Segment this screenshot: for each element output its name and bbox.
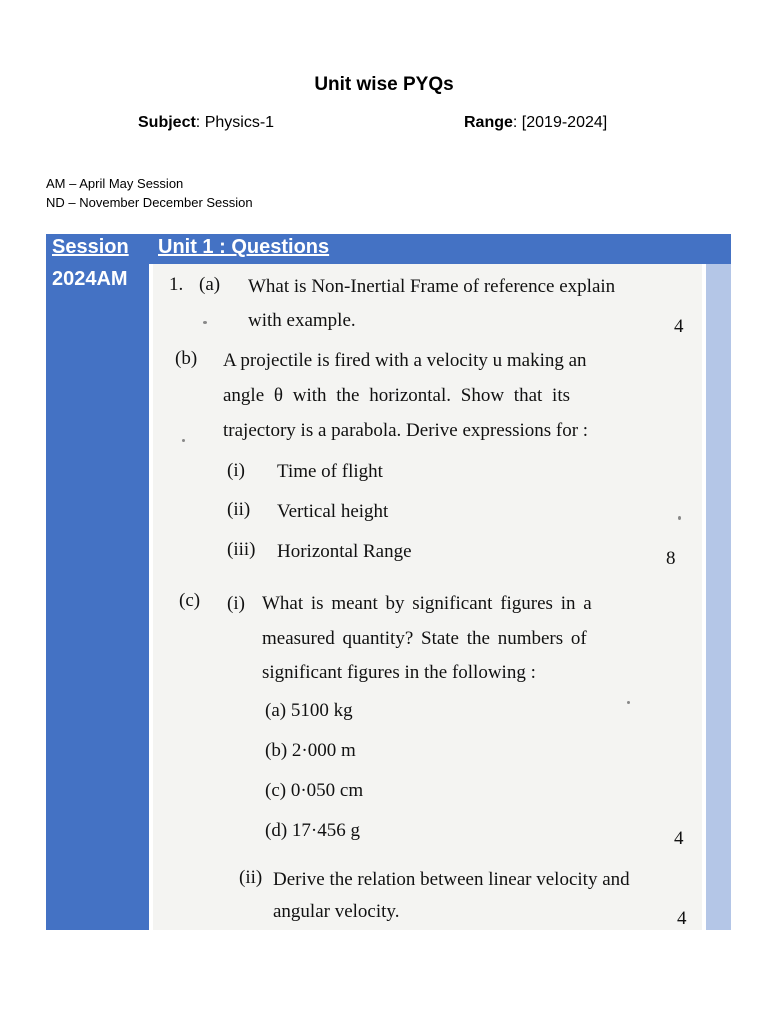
subject-line bbox=[138, 114, 274, 132]
q1b-i-label: (i) bbox=[227, 460, 245, 481]
page-title: Unit wise PYQs bbox=[314, 74, 454, 95]
q1c-i-label: (i) bbox=[227, 593, 245, 614]
scan-speck bbox=[203, 321, 207, 324]
side-cell bbox=[706, 264, 731, 930]
header-questions: Unit 1 : Questions bbox=[158, 236, 330, 258]
scan-speck bbox=[627, 701, 630, 704]
q1b-label: (b) bbox=[175, 348, 198, 369]
q1a-label: (a) bbox=[199, 274, 221, 295]
scan-speck bbox=[182, 439, 185, 442]
q1b-iii-text: Horizontal Range bbox=[277, 541, 412, 562]
q1c-label: (c) bbox=[179, 590, 201, 611]
q1b-marks: 8 bbox=[666, 548, 676, 569]
questions-table bbox=[46, 234, 731, 930]
question-scan bbox=[153, 264, 702, 930]
subject-label: Subject bbox=[138, 114, 196, 131]
q1c-option-a: (a) 5100 kg bbox=[265, 700, 353, 721]
range-value: : [2019-2024] bbox=[512, 114, 608, 131]
legend-nd: ND – November December Session bbox=[46, 195, 253, 210]
session-cell bbox=[46, 264, 149, 930]
q1c-i-marks: 4 bbox=[674, 828, 684, 849]
subject-value: : Physics-1 bbox=[195, 114, 275, 131]
q1c-i-text-line2: measured quantity? State the numbers of bbox=[262, 628, 587, 649]
q1b-text-line3: trajectory is a parabola. Derive expressions for : bbox=[223, 420, 589, 441]
q1c-option-d: (d) 17·456 g bbox=[265, 820, 360, 841]
q1b-ii-label: (ii) bbox=[227, 499, 251, 520]
q1b-i-text: Time of flight bbox=[277, 461, 383, 482]
q1c-ii-marks: 4 bbox=[677, 908, 687, 929]
q1a-text-line1: What is Non-Inertial Frame of reference explain bbox=[248, 276, 616, 297]
q1c-ii-text-line2: angular velocity. bbox=[273, 901, 400, 922]
header-session: Session bbox=[52, 236, 129, 258]
q1a-marks: 4 bbox=[674, 316, 684, 337]
q1-number: 1. bbox=[169, 274, 184, 295]
range-line bbox=[464, 114, 607, 132]
q1c-ii-text-line1: Derive the relation between linear velocity and bbox=[273, 869, 630, 890]
q1b-text-line2: angle θ with the horizontal. Show that its bbox=[223, 385, 570, 406]
q1a-text-line2: with example. bbox=[248, 310, 356, 331]
range-label: Range bbox=[464, 114, 513, 131]
q1c-option-b: (b) 2·000 m bbox=[265, 740, 356, 761]
session-label: 2024AM bbox=[52, 268, 128, 290]
q1c-option-c: (c) 0·050 cm bbox=[265, 780, 364, 801]
q1b-ii-text: Vertical height bbox=[277, 501, 389, 522]
table-header bbox=[46, 234, 731, 264]
q1c-i-text-line3: significant figures in the following : bbox=[262, 662, 536, 683]
q1b-iii-label: (iii) bbox=[227, 539, 256, 560]
q1c-i-text-line1: What is meant by significant figures in a bbox=[262, 593, 592, 614]
scan-speck bbox=[678, 516, 681, 520]
legend-am: AM – April May Session bbox=[46, 176, 184, 191]
q1b-text-line1: A projectile is fired with a velocity u making an bbox=[223, 350, 587, 371]
q1c-ii-label: (ii) bbox=[239, 867, 263, 888]
